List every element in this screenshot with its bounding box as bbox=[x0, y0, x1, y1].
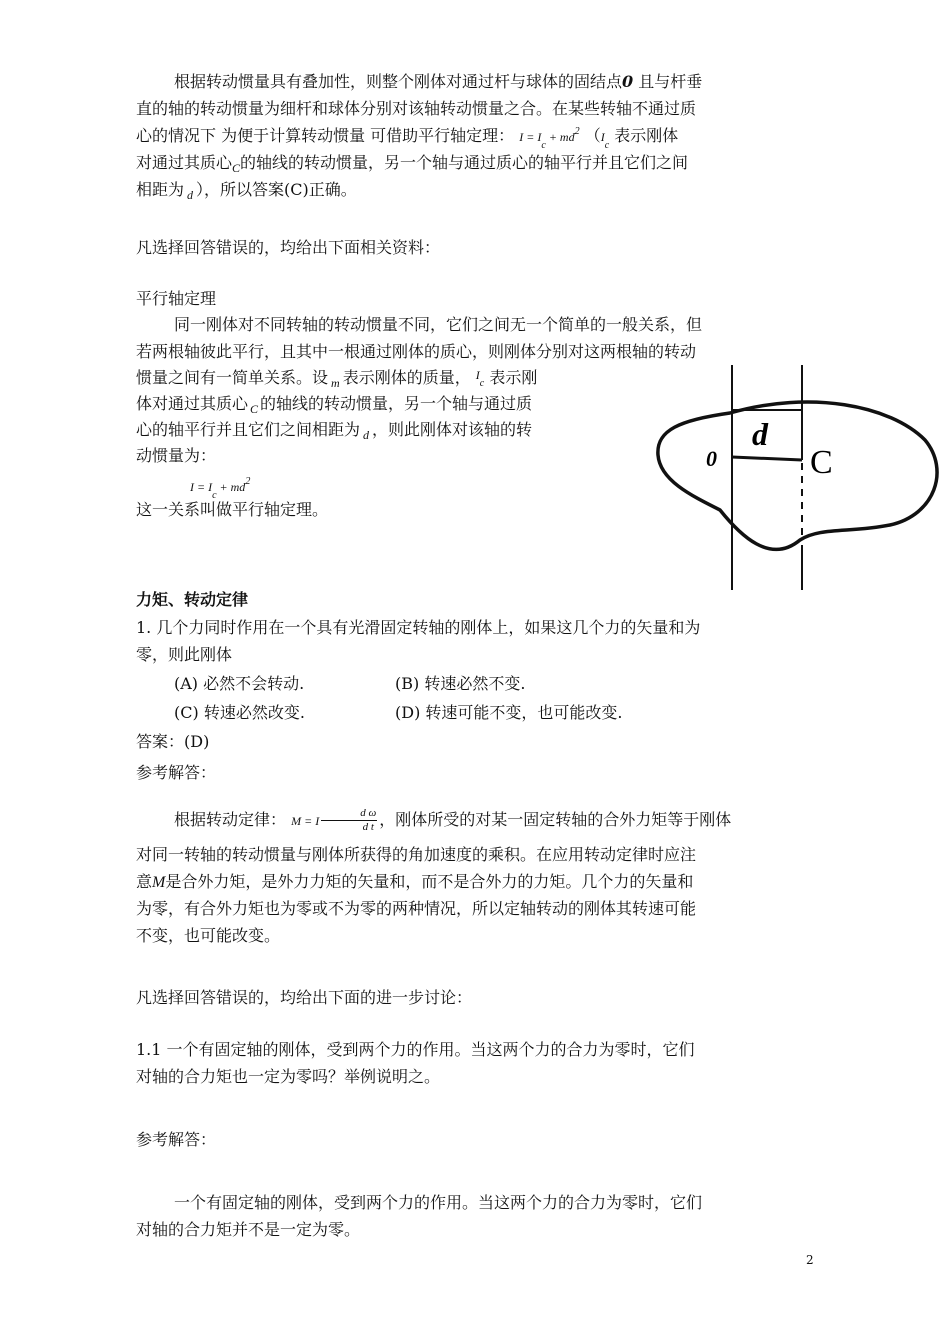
text: 且与杆垂 bbox=[638, 72, 703, 91]
text: 根据转动定律： bbox=[174, 810, 287, 829]
pat-formula: $I = I_c + md^2$ bbox=[190, 476, 251, 501]
text: 心的轴平行并且它们之间相距为 bbox=[136, 420, 361, 439]
para1-line2: 直的轴的转动惯量为细杆和球体分别对该轴转动惯量之合。在某些转轴不通过质 bbox=[136, 99, 697, 118]
solution-line5: 不变，也可能改变。 bbox=[136, 926, 281, 945]
pat-line6: 动惯量为： bbox=[136, 446, 217, 465]
label-d: d bbox=[752, 416, 768, 452]
pat-title: 平行轴定理 bbox=[136, 289, 217, 308]
text: ），所以答案(C)正确。 bbox=[196, 180, 357, 199]
pat-line4 bbox=[136, 390, 636, 419]
symbol-ic: Ic bbox=[475, 368, 485, 389]
ans11-line2: 对轴的合力矩并不是一定为零。 bbox=[136, 1220, 361, 1239]
para1-line1 bbox=[136, 68, 814, 95]
symbol-d: d bbox=[187, 188, 194, 202]
ans11-line1: 一个有固定轴的刚体，受到两个力的作用。当这两个力的合力为零时，它们 bbox=[174, 1193, 703, 1212]
option-b: (B) 转速必然不变. bbox=[395, 674, 526, 693]
page-number: 2 bbox=[806, 1253, 814, 1267]
text: 对通过其质心 bbox=[136, 153, 233, 172]
para1-line3 bbox=[136, 122, 814, 152]
q1-line1: 1. 几个力同时作用在一个具有光滑固定转轴的刚体上，如果这几个力的矢量和为 bbox=[136, 618, 701, 637]
text: 相距为 bbox=[136, 180, 185, 199]
symbol-c: C bbox=[250, 402, 259, 416]
para1-line4 bbox=[136, 149, 814, 178]
text: 根据转动惯量具有叠加性，则整个刚体对通过杆与球体的固结点 bbox=[174, 72, 623, 91]
pat-line1: 同一刚体对不同转轴的转动惯量不同，它们之间无一个简单的一般关系，但 bbox=[174, 315, 703, 334]
label-0: 0 bbox=[706, 446, 717, 471]
pat-line7: 这一关系叫做平行轴定理。 bbox=[136, 500, 329, 519]
pat-line5 bbox=[136, 416, 636, 445]
text: 表示刚 bbox=[489, 368, 538, 387]
para1-line5 bbox=[136, 176, 814, 205]
q11-line1: 1.1 一个有固定轴的刚体，受到两个力的作用。当这两个力的合力为零时，它们 bbox=[136, 1040, 695, 1059]
label-c: C bbox=[810, 444, 833, 481]
option-a: (A) 必然不会转动. bbox=[174, 674, 305, 693]
symbol-m: m bbox=[331, 376, 340, 390]
point-label: 0 bbox=[622, 72, 634, 91]
formula-fraction: $\frac{\text{d ω}}{\text{d t}}$ bbox=[321, 807, 377, 834]
pat-line2: 若两根轴彼此平行，且其中一根通过刚体的质心，则刚体分别对这两根轴的转动 bbox=[136, 342, 697, 361]
text: 是合外力矩，是外力力矩的矢量和，而不是合外力的力矩。几个力的矢量和 bbox=[165, 872, 694, 891]
solution-line1 bbox=[136, 806, 814, 835]
text: 的轴线的转动惯量，另一个轴与通过质 bbox=[260, 394, 533, 413]
symbol-ic: $I_c$ bbox=[600, 130, 610, 151]
wrong-intro-1: 凡选择回答错误的，均给出下面相关资料： bbox=[136, 238, 441, 257]
q1-line2: 零，则此刚体 bbox=[136, 645, 233, 664]
option-d: (D) 转速可能不变，也可能改变. bbox=[395, 703, 623, 722]
solution-line3 bbox=[136, 868, 814, 896]
formula-parallel-axis: $I = I_c + md^2$ bbox=[519, 126, 580, 151]
parallel-axis-figure bbox=[650, 365, 950, 595]
ref-label: 参考解答： bbox=[136, 763, 217, 782]
q11-line2: 对轴的合力矩也一定为零吗？举例说明之。 bbox=[136, 1067, 441, 1086]
solution-line4: 为零，有合外力矩也为零或不为零的两种情况，所以定轴转动的刚体其转速可能 bbox=[136, 899, 697, 918]
section-title: 力矩、转动定律 bbox=[136, 590, 249, 609]
text: 表示刚体 bbox=[614, 126, 679, 145]
text: 表示刚体的质量， bbox=[342, 368, 471, 387]
text: ，刚体所受的对某一固定转轴的合外力矩等于刚体 bbox=[379, 810, 732, 829]
formula-rotation-law: M = I bbox=[291, 814, 320, 828]
text: 意 bbox=[136, 872, 153, 891]
text: 惯量之间有一简单关系。设 bbox=[136, 368, 329, 387]
text: （ bbox=[584, 126, 601, 145]
rigid-body-outline bbox=[658, 402, 937, 549]
wrong-intro-2: 凡选择回答错误的，均给出下面的进一步讨论： bbox=[136, 988, 473, 1007]
solution-line2: 对同一转轴的转动惯量与刚体所获得的角加速度的乘积。在应用转动定律时应注 bbox=[136, 845, 697, 864]
ref-label-2: 参考解答： bbox=[136, 1130, 217, 1149]
text: 体对通过其质心 bbox=[136, 394, 249, 413]
answer: 答案：(D) bbox=[136, 732, 210, 751]
symbol-c: C bbox=[232, 161, 241, 175]
text: ，则此刚体对该轴的转 bbox=[372, 420, 533, 439]
option-c: (C) 转速必然改变. bbox=[174, 703, 305, 722]
text: 的轴线的转动惯量，另一个轴与通过质心的轴平行并且它们之间 bbox=[240, 153, 689, 172]
symbol-d: d bbox=[363, 428, 370, 442]
text: 心的情况下 为便于计算转动惯量 可借助平行轴定理： bbox=[136, 126, 515, 145]
d-bottom-line bbox=[732, 457, 802, 460]
symbol-m-torque: M bbox=[152, 874, 166, 891]
